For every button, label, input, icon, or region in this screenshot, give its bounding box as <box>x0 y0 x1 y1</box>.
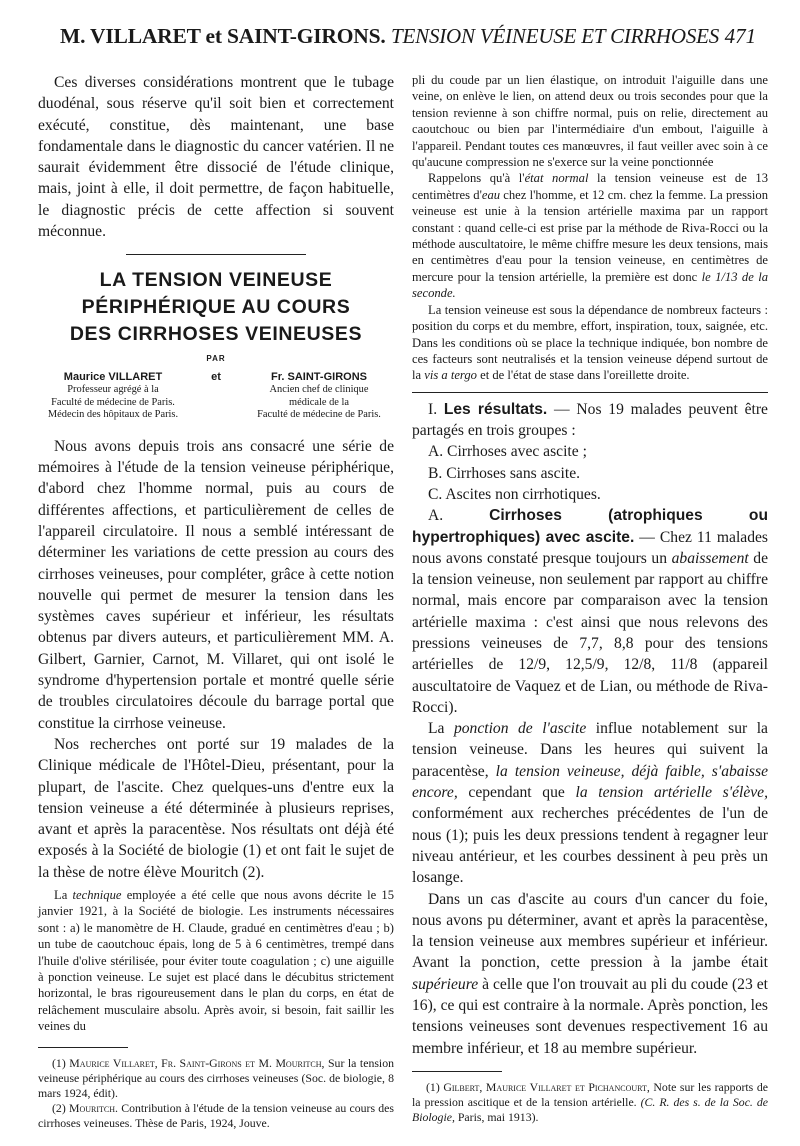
author-name: Maurice VILLARET <box>63 371 163 384</box>
group-a: A. Cirrhoses avec ascite ; <box>428 443 587 461</box>
footnote-rule <box>412 1071 502 1072</box>
par-label: PAR <box>206 354 226 364</box>
body-paragraph: pli du coude par un lien élastique, on introduit l'aiguille dans une veine, on enlève le lien, on attend deux ou trois secondes pour que la tension revienne à son chiffre normal, puis on relie, directement au caoutchouc ou bien par l'intermédiaire d'un embout, l'aiguille à l'appareil. Pendant toutes ces manœuvres, il faut veiller avec soin à ce qu'aucune compression ne s'exerce sur la veine ponctionnée <box>412 73 768 170</box>
author-villaret <box>38 371 188 421</box>
ponction-paragraph: La ponction de l'ascite influe notablement sur la tension veineuse. Dans les heures qui suivent la paracentèse, la tension veineuse, déjà faible, s'abaisse encore, cependant que la tension artérielle s'élève, conformément aux recherches précédentes de l'un de nous (1); puis les deux pressions tendent à regagner leur niveau antérieur, et les courbes dessinent à peu près un losange. <box>412 720 769 887</box>
body-paragraph: Nous avons depuis trois ans consacré une série de mémoires à l'étude de la tension veineuse périphérique, d'abord chez l'homme normal, puis au cours de différentes affections, et particulièrement de celles de l'appareil circulatoire. Il nous a semblé intéressant de déterminer les variations de cette pression au cours des cirrhoses veineuses, pour compléter, grâce à cette notion nouvelle qui permet de mesurer la tension dans les systèmes caves supérieur et inférieur, les résultats obtenus par divers auteurs, et particulièrement MM. A. Gilbert, Garnier, Carnot, M. Villaret, qui ont isolé le syndrome d'hypertension portale et montré quelle série de troubles circulatoires découle du barrage portal que constitue la cirrhose veineuse. <box>38 437 394 732</box>
factors-paragraph: La tension veineuse est sous la dépendance de nombreux facteurs : position du corps et du membre, effort, inspiration, toux, saignée, etc. Dans les conditions où se place la technique indiquée, bon nombre de ces facteurs sont neutralisés et la tension veineuse dépend surtout de la vis a tergo et de l'état de stase dans l'oreillette droite. <box>412 302 768 383</box>
header-title: TENSION VÉINEUSE ET CIRRHOSES <box>391 24 720 48</box>
footnote-rule <box>38 1047 128 1048</box>
page-number: 471 <box>724 24 757 48</box>
section-divider <box>412 392 768 393</box>
author-affiliation: Ancien chef de clinique <box>269 383 369 395</box>
authors-block <box>38 371 394 421</box>
article-title-line-3: DES CIRRHOSES VEINEUSES <box>69 323 363 346</box>
group-c: C. Ascites non cirrhotiques. <box>428 485 601 503</box>
author-affiliation: Professeur agrégé à la <box>67 383 159 395</box>
section-a-paragraph: A. Cirrhoses (atrophiques ou hypertrophiques) avec ascite. — Chez 11 malades nous avons constaté presque toujours un abaissement de la tension veineuse, non seulement par rapport au chiffre normal, mais encore par comparaison avec la tension artérielle maxima : c'est ainsi que nous relevons des pressions veineuses de 7,7, 8,8 pour des tensions artérielles de 12/9, 12,5/9, 12/8, 11/8 (appareil auscultatoire de Vaquez et de Lian, ou méthode de Riva-Rocci). <box>412 507 769 716</box>
intro-paragraph: Ces diverses considérations montrent que le tubage duodénal, sous réserve qu'il soit bien et correctement exécuté, constitue, dès maintenant, une base fondamentale dans le diagnostic du cancer vatérien. Il ne saurait évidemment être dissocié de l'étude clinique, mais, joint à elle, il doit permettre, de façon habituelle, le diagnostic précis de cette affection si souvent méconnue. <box>38 74 394 241</box>
footnote-1: (1) Maurice Villaret, Fr. Saint-Girons et M. Mouritch, Sur la tension veineuse périphérique au cours des cirrhoses veineuses (Soc. de biologie, 8 mars 1924, édit). <box>38 1055 395 1101</box>
normal-values-paragraph: Rappelons qu'à l'état normal la tension veineuse est de 13 centimètres d'eau chez l'homme, et 12 cm. chez la femme. La pression veineuse est unie à la tension artérielle maxima par un rapport constant : quand celle-ci est prise par la méthode de Riva-Rocci ou la méthode auscultatoire, le même chiffre mesure les deux tensions, mais en centimètres d'eau pour la tension veineuse, en centimètres de mercure pour la tension artérielle, la première est donc le 1/13 de la seconde. <box>412 171 769 301</box>
author-name: Fr. SAINT-GIRONS <box>271 371 367 384</box>
author-conjunction: et <box>211 371 221 384</box>
author-affiliation: médicale de la <box>289 396 349 408</box>
article-title-line-2: PÉRIPHÉRIQUE AU COURS <box>81 296 351 319</box>
article-title-line-1: LA TENSION VEINEUSE <box>99 269 333 292</box>
author-saint-girons <box>244 371 394 421</box>
section-divider <box>126 254 306 255</box>
header-authors: M. VILLARET et SAINT-GIRONS. <box>60 24 386 48</box>
cancer-case-paragraph: Dans un cas d'ascite au cours d'un cancer du foie, nous avons pu déterminer, avant et après la paracentèse, la tension veineuse aux membres supérieur et inférieur. Avant la ponction, cette pression à la jambe était supérieure à celle que l'on trouvait au pli du coude (23 et 16), ce qui est contraire à la normale. Après ponction, les tensions veineuses sont devenues respectivement 16 au membre inférieur, et 18 au membre supérieur. <box>412 890 768 1057</box>
running-header <box>60 10 757 62</box>
right-column <box>412 72 768 1126</box>
footnote-right: (1) Gilbert, Maurice Villaret et Pichancourt, Note sur les rapports de la pression ascitique et de la tension artérielle. (C. R. des s. de la Soc. de Biologie, Paris, mai 1913). <box>412 1079 768 1125</box>
technique-paragraph: La technique employée a été celle que nous avons décrite le 15 janvier 1921, à la Société de biologie. Les instruments nécessaires sont : a) le manomètre de H. Claude, gradué en centimètres d'eau ; b) un tube de caoutchouc épais, long de 5 à 6 centimètres, trempé dans l'huile d'olive stérilisée, pour éviter toute coagulation ; c) une aiguille à ponction veineuse. Le sujet est placé dans le décubitus strictement horizontal, le bras rigoureusement dans le plan du corps, en état de relâchement musculaire absolu. Après avoir, si besoin, fait saillir les veines du <box>38 887 394 1034</box>
emphasis: technique <box>72 887 122 902</box>
article-title <box>38 267 394 348</box>
author-affiliation: Faculté de médecine de Paris. <box>257 409 381 421</box>
left-column <box>38 72 394 1132</box>
author-affiliation: Faculté de médecine de Paris. <box>51 396 175 408</box>
results-heading: I. Les résultats. — Nos 19 malades peuvent être partagés en trois groupes : <box>412 400 768 440</box>
group-b: B. Cirrhoses sans ascite. <box>428 464 581 482</box>
body-paragraph: Nos recherches ont porté sur 19 malades de la Clinique médicale de l'Hôtel-Dieu, présentant, pour la plupart, de l'ascite. Chez quelques-uns d'entre eux la tension veineuse a été déterminée à plusieurs reprises, avant et après la paracentèse. Nos résultats ont déjà été exposés à la Société de biologie (1) et ont fait le sujet de la thèse de notre élève Mouritch (2). <box>38 735 394 881</box>
footnote-2: (2) Mouritch. Contribution à l'étude de la tension veineuse au cours des cirrhoses veineuses. Thèse de Paris, 1924, Jouve. <box>38 1101 395 1131</box>
author-affiliation: Médecin des hôpitaux de Paris. <box>47 409 179 421</box>
